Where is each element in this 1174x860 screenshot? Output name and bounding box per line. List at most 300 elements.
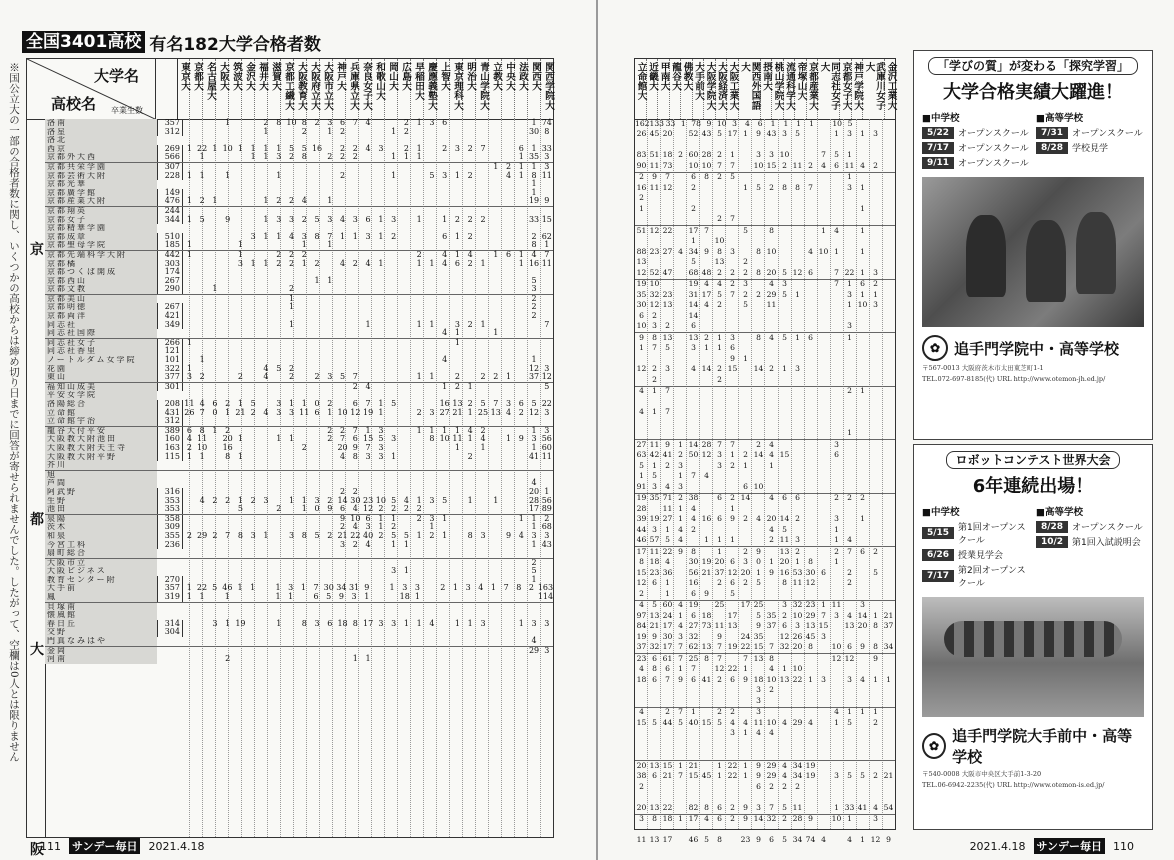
university-name: 大阪大: [216, 59, 229, 119]
result-cells: [635, 686, 895, 695]
result-cell: 4: [199, 495, 205, 505]
result-cell: 37: [636, 642, 647, 652]
result-cell: 17: [688, 225, 699, 235]
result-cell: [400, 180, 413, 189]
result-cell: [336, 277, 349, 286]
ad-tagline: [914, 57, 1152, 74]
result-cell: [285, 559, 298, 568]
result-cell: 20: [857, 621, 868, 631]
result-cell: 3: [276, 407, 282, 417]
result-cell: 4: [639, 386, 644, 396]
result-cell: 1: [288, 592, 294, 602]
result-cell: 2: [314, 258, 320, 268]
result-cell: [349, 172, 362, 181]
result-cell: [234, 197, 247, 206]
result-cell: [196, 559, 209, 568]
result-cells: [635, 227, 895, 236]
result-cell: 5: [665, 535, 670, 545]
result-cell: 53: [792, 567, 803, 577]
result-cell: [247, 383, 260, 392]
result-cell: 10: [857, 300, 868, 310]
result-cell: 5: [730, 172, 735, 182]
result-cell: [349, 241, 362, 250]
result-cell: [869, 558, 882, 567]
result-cell: 1: [442, 513, 448, 523]
result-cell: [336, 321, 349, 330]
result-cell: [635, 376, 648, 385]
result-cell: 6: [212, 399, 218, 408]
result-cell: [426, 233, 439, 242]
result-cells: [635, 836, 895, 845]
result-cell: 4: [639, 707, 644, 717]
table-row: [45, 329, 553, 339]
result-cell: [311, 479, 324, 488]
result-cell: 2: [301, 214, 307, 224]
result-cell: 2: [340, 143, 346, 153]
result-cell: 10: [716, 118, 727, 128]
result-cell: 2: [756, 289, 761, 299]
result-cell: [791, 248, 804, 257]
result-cell: 1: [886, 674, 891, 684]
result-cell: 1: [783, 118, 789, 128]
result-cell: 4: [365, 118, 371, 127]
result-cell: [817, 579, 830, 588]
result-cell: [869, 387, 882, 396]
result-cell: [438, 197, 451, 206]
result-cell: 2: [378, 530, 384, 540]
result-cell: 2: [808, 160, 813, 170]
result-cell: 7: [691, 471, 696, 481]
result-cell: 27: [439, 407, 450, 417]
result-cell: [817, 815, 830, 824]
result-cell: 2: [528, 583, 535, 593]
result-cell: 1: [327, 275, 333, 285]
result-cell: 7: [503, 583, 509, 593]
result-cell: 1: [743, 129, 748, 139]
result-cell: 6: [730, 578, 735, 588]
result-cell: 3: [186, 372, 192, 382]
result-cell: 2: [730, 814, 735, 824]
result-cell: [221, 329, 234, 338]
result-cell: 20: [528, 486, 540, 496]
result-cell: 4: [730, 717, 735, 727]
table-row: [635, 151, 895, 162]
table-row: [45, 197, 553, 207]
result-cell: [739, 505, 752, 514]
result-cell: [804, 665, 817, 674]
result-cells: [183, 128, 553, 137]
table-row: [45, 479, 553, 488]
event-date: 8/28: [1036, 521, 1068, 533]
event-name: 第2回オープンスクール: [958, 566, 1026, 589]
result-cell: 2: [314, 118, 320, 127]
result-cell: [426, 655, 439, 664]
result-cell: [196, 383, 209, 392]
result-cell: [489, 145, 502, 154]
result-cell: 2: [678, 493, 683, 503]
result-cells: [183, 303, 553, 312]
result-cell: 1: [490, 583, 496, 593]
result-cell: 10: [766, 717, 777, 727]
result-cell: [515, 303, 528, 312]
result-cell: 3: [378, 425, 384, 435]
result-cell: 46: [636, 535, 647, 545]
result-cell: 10: [649, 279, 660, 289]
school-name: 貝塚南: [45, 603, 157, 612]
result-cell: [336, 356, 349, 365]
result-cell: [438, 128, 451, 137]
result-cell: 4: [442, 249, 448, 259]
result-cell: [234, 329, 247, 338]
result-cell: [298, 329, 311, 338]
result-cell: [817, 205, 830, 214]
result-cell: [336, 655, 349, 664]
result-cell: [298, 172, 311, 181]
table-row: [635, 601, 895, 612]
result-cell: [700, 408, 713, 417]
result-cell: [477, 383, 490, 392]
result-cell: 2: [416, 249, 422, 259]
graduate-count: 304: [157, 628, 183, 637]
result-cell: [502, 479, 515, 488]
result-cell: [451, 637, 464, 646]
result-cell: 22: [727, 760, 738, 770]
result-cell: 4: [691, 503, 696, 513]
result-cell: [713, 322, 726, 331]
result-cell: 20: [222, 434, 233, 444]
result-cell: [183, 312, 196, 321]
result-cell: [515, 277, 528, 286]
result-cell: 1: [808, 674, 813, 684]
table-row: [635, 665, 895, 676]
result-cell: [700, 462, 713, 471]
result-cell: 3: [544, 425, 550, 435]
university-name: 大阪教育大: [294, 59, 307, 119]
result-cell: [674, 408, 687, 417]
result-cell: 14: [857, 610, 868, 620]
result-cell: [804, 301, 817, 310]
result-cells: [635, 622, 895, 631]
result-cell: 22: [727, 664, 738, 674]
result-cell: 8: [199, 425, 205, 435]
result-cell: 10: [792, 610, 803, 620]
ad-schedule: [922, 504, 1144, 591]
graduate-count: 389: [157, 427, 183, 436]
result-cell: 2: [743, 289, 748, 299]
result-cell: 3: [352, 214, 358, 224]
result-cell: 16: [222, 442, 233, 452]
result-cell: 2: [454, 381, 460, 391]
result-cell: [882, 697, 895, 706]
school-name: 春日丘: [45, 620, 157, 629]
result-cell: [713, 194, 726, 203]
result-cell: 3: [756, 150, 761, 160]
prefecture-column: [27, 119, 46, 858]
result-cell: [247, 356, 260, 365]
result-cell: 18: [753, 674, 764, 684]
result-cell: 3: [795, 535, 800, 545]
result-cell: 2: [276, 258, 282, 268]
result-cell: 2: [665, 460, 670, 470]
result-cell: 2: [769, 535, 774, 545]
result-cell: [374, 180, 387, 189]
result-cell: [700, 355, 713, 364]
result-cell: 5: [288, 143, 295, 153]
result-cell: 1: [327, 126, 333, 136]
result-cell: 26: [636, 129, 647, 139]
result-cell: 4: [847, 610, 852, 620]
result-cell: [462, 593, 475, 602]
result-cell: 2: [860, 493, 865, 503]
result-cell: 33: [665, 118, 676, 128]
result-cell: [260, 321, 273, 330]
result-cells: [183, 620, 553, 629]
result-cell: 2: [730, 707, 735, 717]
result-cell: 7: [834, 267, 839, 277]
result-cell: [843, 665, 856, 674]
result-cell: 1: [665, 524, 670, 534]
result-cell: [700, 258, 713, 267]
result-cell: [700, 686, 713, 695]
result-cell: [700, 729, 713, 738]
result-cell: 43: [766, 129, 777, 139]
result-cell: [830, 237, 843, 246]
table-row: [45, 417, 553, 427]
result-cell: 0: [212, 407, 218, 417]
result-cell: 1: [639, 343, 644, 353]
result-cell: [739, 334, 752, 343]
result-cell: [817, 804, 830, 813]
result-cell: [260, 576, 273, 585]
result-cell: [778, 462, 791, 471]
table-row: [45, 497, 553, 506]
result-cell: 9: [704, 246, 709, 256]
result-cell: [183, 505, 196, 514]
result-cell: 1: [795, 289, 800, 299]
result-cell: 14: [688, 310, 699, 320]
result-cell: 8: [276, 118, 282, 127]
result-cell: 36: [662, 567, 673, 577]
result-cell: [349, 312, 362, 321]
result-cell: [400, 277, 413, 286]
result-cell: [400, 251, 413, 260]
result-cell: 24: [662, 610, 673, 620]
result-cell: [489, 383, 502, 392]
result-cell: 19: [805, 771, 816, 781]
result-cell: 17: [528, 504, 540, 514]
result-cell: 6: [313, 592, 319, 602]
result-cell: [869, 526, 882, 535]
result-cell: [869, 665, 882, 674]
result-cell: [856, 655, 869, 664]
result-cell: 5: [717, 289, 722, 299]
result-cell: [387, 295, 400, 304]
result-cell: [830, 429, 843, 438]
result-cell: 9: [225, 214, 231, 224]
result-cell: 51: [636, 225, 647, 235]
result-cell: [336, 329, 349, 338]
result-cell: [387, 365, 400, 374]
result-cell: 71: [662, 493, 673, 503]
result-cell: 46: [688, 835, 699, 845]
ad-schedule: [922, 110, 1144, 171]
result-cell: [674, 429, 687, 438]
result-cell: [477, 153, 490, 162]
result-cell: 2: [847, 567, 852, 577]
result-cell: [502, 541, 515, 550]
result-cell: [502, 559, 515, 568]
result-cell: [687, 376, 700, 385]
table-row: [45, 303, 553, 312]
result-cell: 10: [714, 236, 725, 246]
school-name: 京都廣学館: [45, 189, 157, 198]
result-cell: 2: [212, 530, 218, 540]
result-cell: [817, 184, 830, 193]
result-cell: 3: [691, 343, 696, 353]
result-cell: [752, 215, 765, 224]
result-cell: 2: [250, 495, 256, 505]
result-cell: 4: [847, 835, 852, 845]
result-cell: [374, 128, 387, 137]
result-cell: [374, 541, 387, 550]
jh-label: ■中学校: [922, 113, 960, 124]
result-cell: [700, 548, 713, 557]
result-cell: 2: [531, 231, 537, 241]
result-cell: [247, 435, 260, 444]
result-cell: 17: [363, 618, 374, 628]
result-cell: [765, 633, 778, 642]
result-cell: [221, 479, 234, 488]
result-cell: 3: [795, 621, 800, 631]
result-cell: [234, 339, 247, 348]
result-cell: [830, 472, 843, 481]
result-cell: 57: [649, 535, 660, 545]
result-cell: [882, 194, 895, 203]
result-cell: 1: [743, 728, 748, 738]
result-cell: [778, 697, 791, 706]
university-name: 上智大: [437, 59, 450, 119]
result-cell: 5: [429, 170, 435, 180]
result-cell: [247, 515, 260, 524]
result-cell: [856, 429, 869, 438]
result-cell: [451, 241, 464, 250]
result-cell: [477, 453, 490, 462]
result-cell: 1: [847, 300, 852, 310]
result-cell: [374, 383, 387, 392]
result-cell: [830, 312, 843, 321]
result-cell: [869, 237, 882, 246]
result-cell: [804, 344, 817, 353]
result-cell: [674, 312, 687, 321]
school-name: 追手門学院大手前中・高等学校: [952, 727, 1133, 766]
result-cell: [843, 505, 856, 514]
result-cell: [502, 567, 515, 576]
result-cells: [183, 593, 553, 602]
result-cell: 7: [352, 372, 358, 382]
result-cell: [247, 119, 260, 128]
result-cell: [830, 676, 843, 685]
result-cell: 35: [636, 289, 647, 299]
result-cell: 1: [263, 152, 269, 162]
result-cell: [311, 444, 324, 453]
result-cell: 1: [301, 495, 307, 505]
result-cell: 1: [391, 170, 397, 180]
result-cell: 6: [186, 425, 192, 435]
result-cell: 20: [636, 760, 647, 770]
result-cell: [635, 697, 648, 706]
result-cell: [648, 258, 661, 267]
result-cell: [752, 227, 765, 236]
result-cell: 9: [338, 592, 344, 602]
result-cell: 5: [756, 578, 761, 588]
result-cell: [209, 435, 222, 444]
result-cell: [196, 312, 209, 321]
result-cell: 4: [340, 214, 346, 224]
hs-label: ■高等学校: [1036, 113, 1083, 124]
result-cell: [765, 376, 778, 385]
result-cell: [489, 153, 502, 162]
result-cell: 13: [452, 399, 463, 408]
result-cell: 2: [678, 150, 683, 160]
event-name: オープンスクール: [1072, 129, 1143, 139]
table-row: [635, 258, 895, 269]
result-cell: 8: [873, 642, 878, 652]
result-cell: [700, 697, 713, 706]
result-cell: [817, 269, 830, 278]
result-cell: [830, 344, 843, 353]
table-row: [635, 472, 895, 483]
result-cell: [451, 285, 464, 294]
table-row: [635, 803, 895, 815]
result-cell: 9: [639, 332, 644, 342]
result-cell: [635, 686, 648, 695]
result-cell: [247, 479, 260, 488]
result-cell: [477, 339, 490, 348]
result-cell: [739, 708, 752, 717]
result-cell: 1: [860, 267, 865, 277]
graduate-count: 566: [157, 153, 183, 162]
result-cell: 6: [717, 802, 722, 812]
result-cell: 5: [847, 717, 852, 727]
result-cell: 8: [756, 267, 761, 277]
result-cell: [438, 620, 451, 629]
result-cell: [426, 180, 439, 189]
result-cell: 17: [740, 600, 751, 610]
result-cell: [323, 163, 336, 172]
result-cells: [635, 697, 895, 706]
result-cells: [635, 815, 895, 824]
result-cell: 6: [730, 557, 735, 567]
result-cell: [830, 762, 843, 771]
result-cell: [765, 355, 778, 364]
result-cell: [739, 151, 752, 160]
result-cell: 1: [275, 592, 281, 602]
result-cell: [791, 729, 804, 738]
result-cell: 2: [743, 257, 748, 267]
result-cell: [234, 172, 247, 181]
result-cell: [726, 184, 739, 193]
result-cell: 5: [326, 592, 332, 602]
result-cell: [515, 241, 528, 250]
result-cell: [436, 593, 449, 602]
result-cell: 8: [795, 182, 800, 192]
result-cell: [804, 227, 817, 236]
result-cell: 1: [847, 279, 852, 289]
result-cell: 1: [493, 161, 499, 171]
school-name: 京都精華学園: [45, 224, 157, 233]
result-cell: 1: [224, 592, 230, 602]
result-cell: 18: [701, 610, 712, 620]
